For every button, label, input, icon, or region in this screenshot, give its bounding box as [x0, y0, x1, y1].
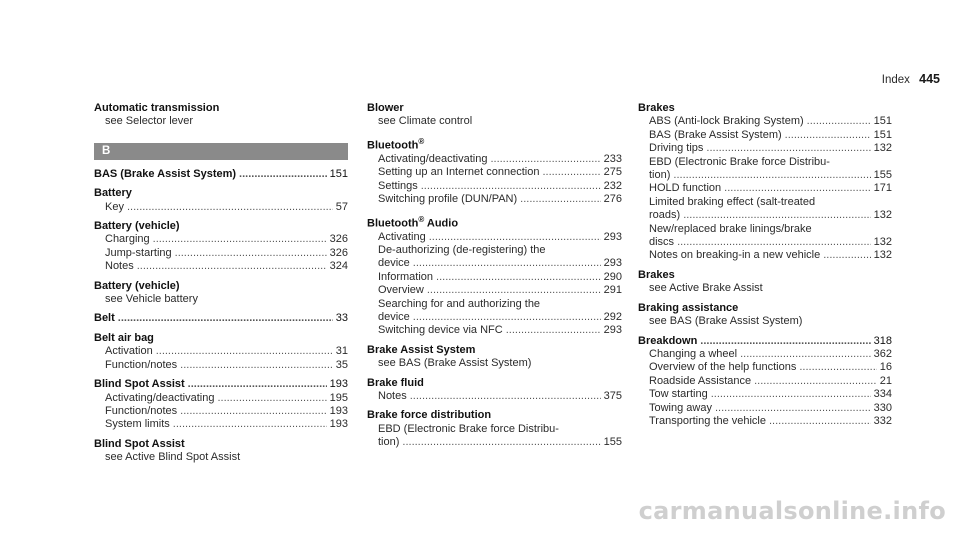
sub-entry-text: Activation — [105, 345, 153, 358]
dot-leader — [724, 182, 870, 195]
entry-title: BAS (Brake Assist System) — [94, 167, 237, 180]
dot-leader — [490, 153, 600, 166]
sub-entry-text: Function/notes — [105, 358, 178, 371]
sub-entry-text: BAS (Brake Assist System) — [649, 128, 782, 141]
sub-entry-text: Activating — [378, 230, 426, 243]
dot-leader — [175, 247, 327, 260]
page-ref: 193 — [329, 404, 348, 417]
page-ref: 291 — [603, 284, 622, 297]
entry-title: Belt — [94, 312, 115, 325]
page-ref: 330 — [873, 401, 892, 414]
sub-entry — [367, 193, 622, 206]
dot-leader — [683, 209, 870, 222]
sub-entry-text: Roadside Assistance — [649, 374, 752, 387]
entry-title-row — [367, 135, 622, 153]
sub-entry — [94, 260, 348, 273]
see-reference: see Selector lever — [105, 115, 194, 128]
sub-entry-text: Setting up an Internet connection — [378, 166, 540, 179]
sub-entry-text: Changing a wheel — [649, 347, 738, 360]
page-ref: 293 — [603, 230, 622, 243]
sub-entry — [638, 236, 892, 249]
entry-title: Brake Assist System — [367, 343, 476, 356]
page-ref: 57 — [335, 200, 348, 213]
entry-title: Brake fluid — [367, 376, 424, 389]
sub-entry-text: System limits — [105, 418, 170, 431]
page-ref: 132 — [873, 209, 892, 222]
sub-entry-line: Searching for and authorizing the — [378, 297, 541, 310]
sub-entry — [94, 233, 348, 246]
sub-entry-text: Activating/deactivating — [105, 391, 215, 404]
entry-title: Brake force distribution — [367, 409, 492, 422]
sub-entry-text: device — [378, 257, 410, 270]
entry-title: Automatic transmission — [94, 102, 220, 114]
page-number: 445 — [919, 72, 940, 86]
page-ref: 375 — [603, 390, 622, 403]
sub-entry-text: Jump-starting — [105, 246, 172, 259]
sub-entry-text: Charging — [105, 233, 150, 246]
page-ref: 31 — [335, 345, 348, 358]
dot-leader — [217, 392, 326, 405]
sub-entry-text: Overview of the help functions — [649, 361, 797, 374]
page-ref: 318 — [873, 334, 892, 347]
dot-leader — [402, 436, 600, 449]
dot-leader — [700, 335, 870, 348]
sub-entry — [367, 231, 622, 244]
index-entry-bluetooth — [367, 135, 622, 207]
dot-leader — [410, 390, 601, 403]
page-ref: 155 — [873, 169, 892, 182]
page-ref: 326 — [329, 233, 348, 246]
page-ref: 293 — [603, 257, 622, 270]
dot-leader — [118, 312, 333, 325]
dot-leader — [506, 324, 601, 337]
sub-entry-line: New/replaced brake linings/brake — [649, 222, 812, 235]
dot-leader — [421, 180, 601, 193]
sub-entry-text: device — [378, 311, 410, 323]
page-ref: 324 — [329, 260, 348, 273]
watermark: carmanualsonline.info — [638, 497, 946, 525]
sub-entry — [367, 271, 622, 284]
index-column-3 — [638, 102, 892, 434]
index-label: Index — [881, 74, 910, 86]
sub-entry — [94, 345, 348, 358]
sub-entry — [638, 361, 892, 374]
index-entry-blower — [367, 102, 622, 129]
sub-entry-text: Transporting the vehicle — [649, 414, 766, 427]
dot-leader — [188, 378, 327, 391]
sub-entry-text: Information — [378, 270, 434, 283]
page-ref: 33 — [335, 312, 348, 325]
sub-entry-text: Tow starting — [649, 388, 708, 401]
entry-title: Blind Spot Assist — [94, 378, 185, 391]
sub-entry — [367, 324, 622, 337]
see-reference: see BAS (Brake Assist System) — [378, 357, 532, 370]
entry-title: Battery (vehicle) — [94, 220, 180, 233]
sub-entry — [367, 257, 622, 270]
page-ref: 155 — [603, 436, 622, 449]
sub-entry-text: Driving tips — [649, 142, 704, 155]
entry-row — [638, 335, 892, 348]
entry-title: Battery (vehicle) — [94, 279, 180, 292]
sub-entry — [638, 142, 892, 155]
sub-entry — [94, 405, 348, 418]
page-ref: 233 — [603, 152, 622, 165]
sub-entry-line: Limited braking effect (salt-treated — [649, 195, 816, 208]
index-entry-brake-force-distribution — [367, 409, 622, 449]
sub-entry-text: Overview — [378, 284, 424, 297]
entry-title: Breakdown — [638, 334, 698, 347]
dot-leader — [413, 311, 601, 324]
sub-entry — [94, 392, 348, 405]
page-ref: 151 — [329, 167, 348, 180]
page-ref: 292 — [603, 311, 622, 323]
sub-entry — [638, 249, 892, 262]
sub-entry — [94, 247, 348, 260]
see-reference: see Active Brake Assist — [649, 282, 763, 295]
sub-entry-text: Notes — [105, 260, 134, 273]
sub-entry-text: ABS (Anti-lock Braking System) — [649, 115, 804, 128]
entry-title: Battery — [94, 187, 132, 200]
sub-entry-text: Notes — [378, 390, 407, 403]
sub-entry — [367, 436, 622, 449]
index-entry-breakdown — [638, 335, 892, 429]
index-entry-battery-vehicle — [94, 220, 348, 274]
sub-entry — [638, 115, 892, 128]
index-entry-brake-assist-system — [367, 344, 622, 371]
sub-entry-text: discs — [649, 236, 675, 249]
dot-leader — [173, 418, 327, 431]
page-header — [770, 72, 940, 86]
dot-leader — [156, 345, 333, 358]
index-entry-automatic-transmission — [94, 102, 348, 129]
index-entry-battery — [94, 187, 348, 214]
sub-entry — [367, 166, 622, 179]
sub-entry-text: Switching profile (DUN/PAN) — [378, 193, 518, 206]
page-ref: 293 — [603, 324, 622, 337]
dot-leader — [127, 201, 333, 214]
sub-entry-text: Activating/deactivating — [378, 152, 488, 165]
sub-entry-text: Notes on breaking-in a new vehicle — [649, 249, 821, 262]
dot-leader — [715, 402, 871, 415]
page-ref: 290 — [603, 270, 622, 283]
page-ref: 275 — [603, 166, 622, 179]
entry-title: Brakes — [638, 102, 675, 114]
sub-entry-line: EBD (Electronic Brake force Distribu- — [378, 422, 559, 435]
index-entry-battery-vehicle-see — [94, 280, 348, 307]
dot-leader — [413, 257, 601, 270]
index-entry-belt — [94, 312, 348, 325]
page-ref: 362 — [873, 347, 892, 360]
entry-title: Blind Spot Assist — [94, 437, 185, 450]
dot-leader — [711, 388, 871, 401]
page-ref: 151 — [873, 115, 892, 128]
page-ref: 332 — [873, 414, 892, 427]
index-entry-bas — [94, 168, 348, 181]
sub-entry-text: Switching device via NFC — [378, 324, 503, 337]
sub-entry-text: HOLD function — [649, 182, 722, 195]
entry-title: Bluetooth — [367, 217, 419, 230]
section-header-b: B — [94, 143, 348, 160]
sub-entry-text: Settings — [378, 179, 418, 192]
sub-entry-text: Function/notes — [105, 404, 178, 417]
sub-entry — [367, 153, 622, 166]
page-ref: 326 — [329, 246, 348, 259]
page-ref: 132 — [873, 249, 892, 262]
dot-leader — [239, 168, 327, 181]
entry-row — [94, 168, 348, 181]
entry-title: Braking assistance — [638, 301, 739, 314]
sub-entry-text: Towing away — [649, 401, 712, 414]
index-entry-belt-air-bag — [94, 332, 348, 372]
sub-entry — [638, 169, 892, 182]
page-ref: 151 — [873, 128, 892, 141]
entry-title: Blower — [367, 102, 404, 114]
index-entry-brakes — [638, 102, 892, 263]
sub-entry — [638, 415, 892, 428]
dot-leader — [823, 249, 870, 262]
page-ref: 21 — [879, 374, 892, 387]
dot-leader — [137, 260, 327, 273]
page-ref: 35 — [335, 358, 348, 371]
entry-title: Bluetooth — [367, 139, 419, 152]
index-column-2 — [367, 102, 622, 456]
page-ref: 16 — [879, 361, 892, 374]
dot-leader — [769, 415, 871, 428]
see-reference: see BAS (Brake Assist System) — [649, 315, 803, 328]
dot-leader — [785, 129, 871, 142]
sub-entry — [94, 418, 348, 431]
dot-leader — [542, 166, 600, 179]
page-ref: 132 — [873, 236, 892, 249]
dot-leader — [754, 375, 877, 388]
index-entry-blind-spot-assist-see — [94, 438, 348, 465]
see-reference: see Climate control — [378, 115, 473, 128]
page-ref: 276 — [603, 193, 622, 206]
index-entry-braking-assistance — [638, 302, 892, 329]
entry-row — [94, 378, 348, 391]
entry-title: Brakes — [638, 268, 675, 281]
sub-entry — [94, 201, 348, 214]
index-entry-blind-spot-assist — [94, 378, 348, 432]
sub-entry — [367, 311, 622, 324]
sub-entry — [638, 209, 892, 222]
sub-entry-text: tion) — [378, 436, 400, 449]
dot-leader — [799, 361, 876, 374]
dot-leader — [673, 169, 870, 182]
sub-entry — [638, 388, 892, 401]
dot-leader — [807, 115, 871, 128]
page-ref: 334 — [873, 388, 892, 401]
see-reference: see Vehicle battery — [105, 293, 198, 306]
dot-leader — [180, 359, 333, 372]
sub-entry-text: tion) — [649, 169, 671, 182]
dot-leader — [677, 236, 871, 249]
dot-leader — [429, 231, 601, 244]
dot-leader — [740, 348, 871, 361]
index-entry-bluetooth-audio — [367, 213, 622, 338]
sub-entry — [367, 284, 622, 297]
index-entry-brake-fluid — [367, 377, 622, 404]
sub-entry — [638, 182, 892, 195]
sub-entry — [638, 402, 892, 415]
sub-entry — [367, 390, 622, 403]
entry-title-row — [367, 213, 622, 231]
page-ref: 171 — [873, 182, 892, 195]
index-column-1 — [94, 102, 348, 471]
page-ref: 232 — [603, 179, 622, 192]
page-ref: 193 — [329, 418, 348, 431]
page-ref: 193 — [329, 378, 348, 391]
sub-entry-text: Key — [105, 200, 124, 213]
dot-leader — [153, 233, 327, 246]
dot-leader — [436, 271, 601, 284]
index-entry-brakes-see — [638, 269, 892, 296]
page-ref: 132 — [873, 142, 892, 155]
page-ref: 195 — [329, 391, 348, 404]
dot-leader — [427, 284, 601, 297]
sub-entry — [638, 348, 892, 361]
dot-leader — [180, 405, 326, 418]
sub-entry — [638, 129, 892, 142]
sub-entry-text: roads) — [649, 209, 681, 222]
dot-leader — [706, 142, 870, 155]
entry-row — [94, 312, 348, 325]
entry-title: Belt air bag — [94, 331, 154, 344]
sub-entry — [367, 180, 622, 193]
registered-mark: ® — [418, 136, 425, 146]
sub-entry-line: EBD (Electronic Brake force Distribu- — [649, 155, 830, 168]
sub-entry-line: De-authorizing (de-registering) the — [378, 243, 546, 256]
entry-title-suffix: Audio — [424, 217, 459, 230]
sub-entry — [638, 375, 892, 388]
sub-entry — [94, 359, 348, 372]
see-reference: see Active Blind Spot Assist — [105, 451, 241, 464]
registered-mark: ® — [418, 214, 425, 224]
dot-leader — [520, 193, 600, 206]
